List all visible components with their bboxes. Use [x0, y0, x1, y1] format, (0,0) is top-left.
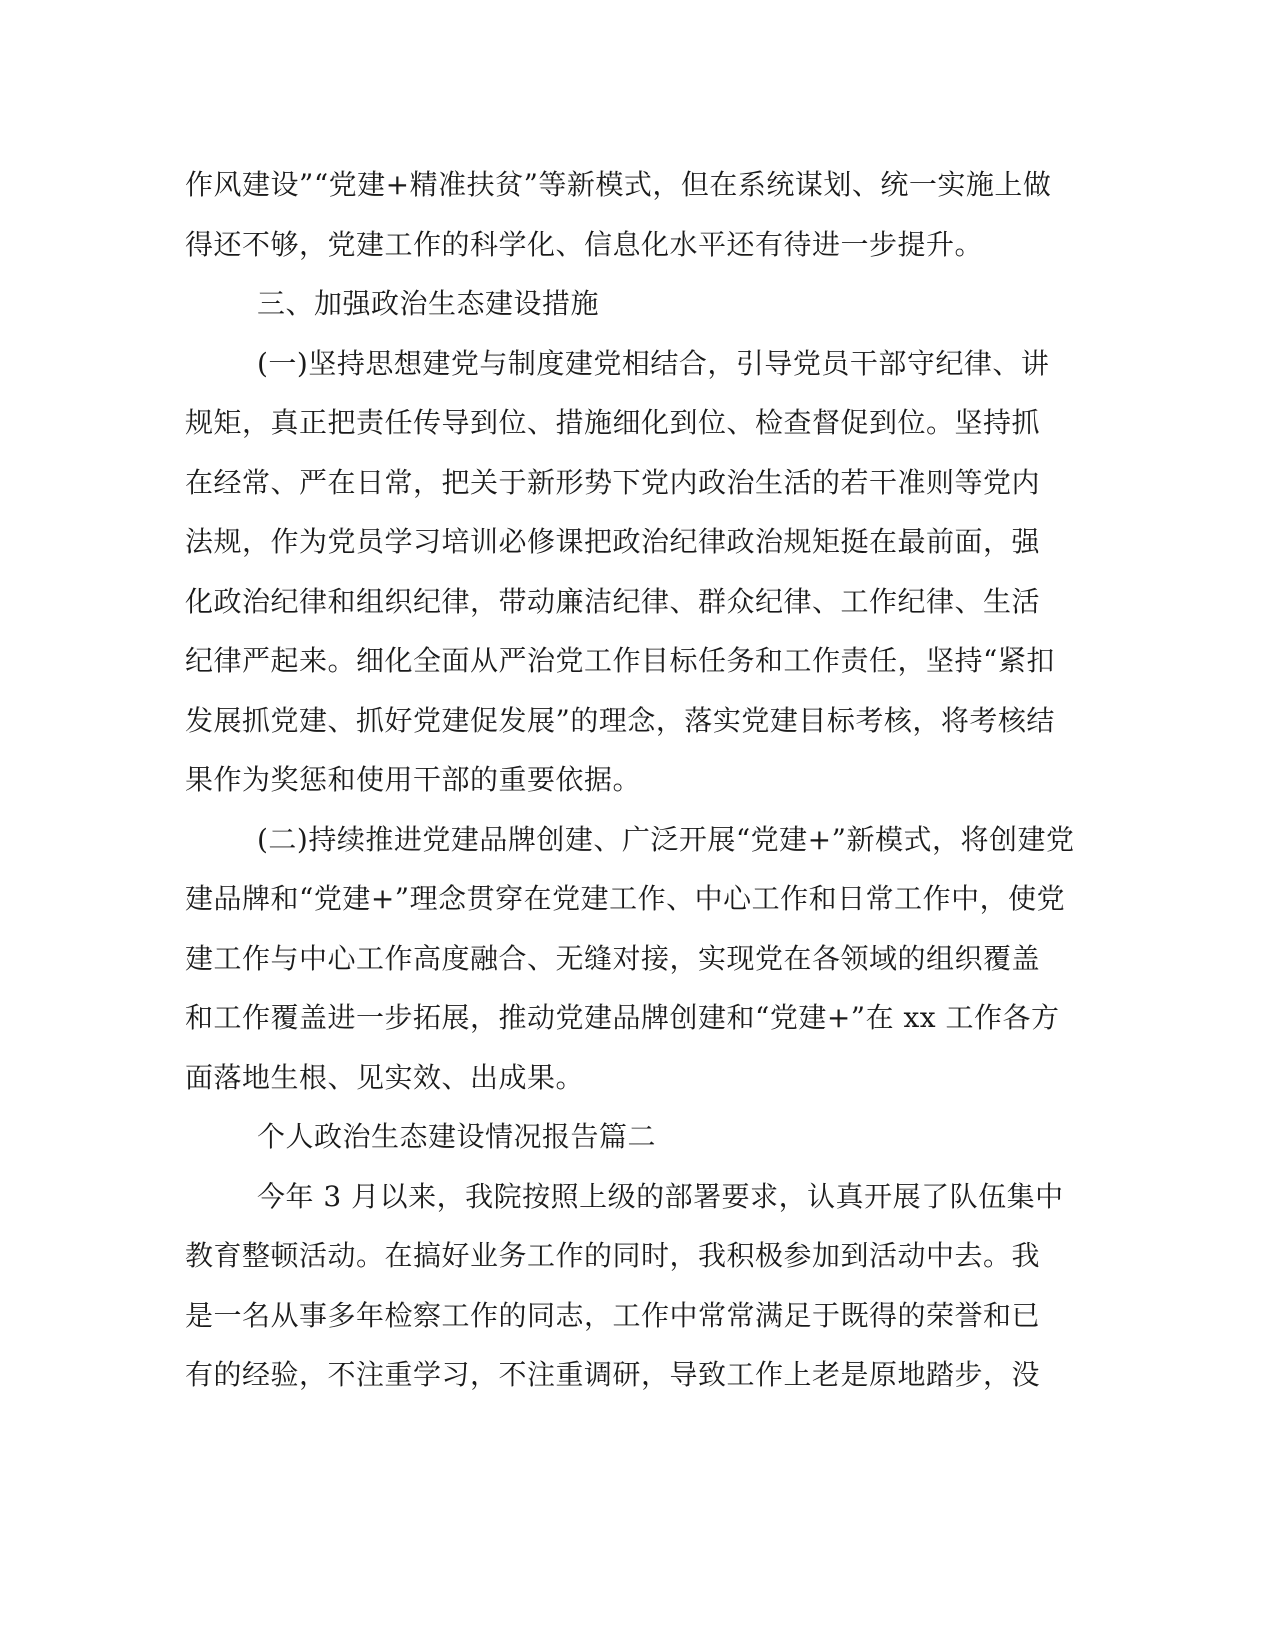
text-line: 规矩，真正把责任传导到位、措施细化到位、检查督促到位。坚持抓: [185, 406, 1041, 439]
section-heading: 三、加强政治生态建设措施: [257, 287, 600, 320]
text-line: 有的经验，不注重学习，不注重调研，导致工作上老是原地踏步，没: [185, 1358, 1041, 1391]
text-line: 和工作覆盖进一步拓展，推动党建品牌创建和“党建+”在 xx 工作各方: [185, 1001, 1060, 1034]
text-line: 教育整顿活动。在搞好业务工作的同时，我积极参加到活动中去。我: [185, 1239, 1041, 1272]
text-line: 作风建设”“党建+精准扶贫”等新模式，但在系统谋划、统一实施上做: [185, 168, 1052, 201]
section-heading: 个人政治生态建设情况报告篇二: [257, 1120, 657, 1153]
document-body: [185, 155, 1085, 1405]
text-line: 得还不够，党建工作的科学化、信息化水平还有待进一步提升。: [185, 227, 984, 261]
text-line: 建工作与中心工作高度融合、无缝对接，实现党在各领域的组织覆盖: [185, 941, 1041, 975]
text-line: 是一名从事多年检察工作的同志，工作中常常满足于既得的荣誉和已: [185, 1298, 1041, 1332]
text-line: 化政治纪律和组织纪律，带动廉洁纪律、群众纪律、工作纪律、生活: [185, 584, 1041, 618]
text-line: 面落地生根、见实效、出成果。: [185, 1060, 585, 1094]
text-line: 果作为奖惩和使用干部的重要依据。: [185, 763, 642, 796]
text-line: 建品牌和“党建+”理念贯穿在党建工作、中心工作和日常工作中，使党: [185, 882, 1066, 915]
text-line: 法规，作为党员学习培训必修课把政治纪律政治规矩挺在最前面，强: [185, 525, 1041, 558]
text-line: 在经常、严在日常，把关于新形势下党内政治生活的若干准则等党内: [185, 465, 1041, 499]
text-line: 纪律严起来。细化全面从严治党工作目标任务和工作责任，坚持“紧扣: [185, 644, 1055, 677]
text-line: (一)坚持思想建党与制度建党相结合，引导党员干部守纪律、讲: [257, 346, 1050, 380]
text-line: 今年 3 月以来，我院按照上级的部署要求，认真开展了队伍集中: [257, 1179, 1064, 1213]
text-line: 发展抓党建、抓好党建促发展”的理念，落实党建目标考核，将考核结: [185, 703, 1055, 737]
text-line: (二)持续推进党建品牌创建、广泛开展“党建+”新模式，将创建党: [257, 822, 1075, 856]
